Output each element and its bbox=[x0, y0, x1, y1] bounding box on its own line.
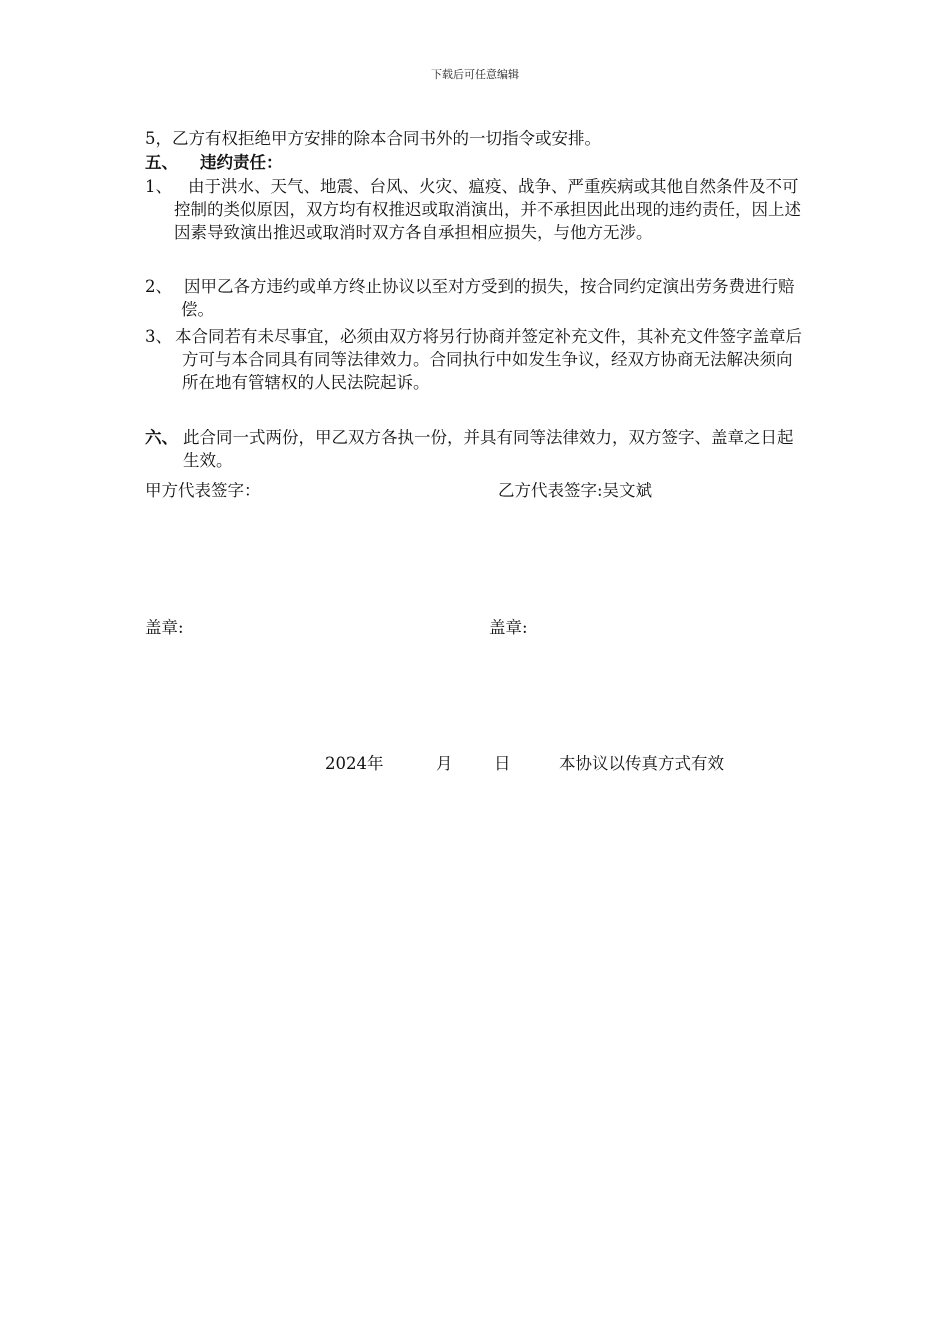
party-b-signature-label: 乙方代表签字:吴文斌 bbox=[498, 481, 653, 500]
item-2-number: 2、 bbox=[145, 277, 172, 296]
date-day: 日 bbox=[494, 754, 511, 773]
item-1-number: 1、 bbox=[145, 177, 172, 196]
date-line bbox=[0, 750, 950, 776]
list-item bbox=[145, 325, 807, 394]
date-year: 2024年 bbox=[325, 754, 384, 773]
party-a-signature-label: 甲方代表签字： bbox=[145, 481, 261, 500]
party-a-seal-label: 盖章: bbox=[145, 618, 184, 637]
item-2-text: 因甲乙各方违约或单方终止协议以至对方受到的损失，按合同约定演出劳务费进行赔偿。 bbox=[181, 277, 795, 319]
section-5-heading bbox=[145, 151, 283, 174]
clause-5-item-5: 5，乙方有权拒绝甲方安排的除本合同书外的一切指令或安排。 bbox=[145, 129, 601, 148]
section-6-text: 此合同一式两份，甲乙双方各执一份，并具有同等法律效力，双方签字、盖章之日起生效。 bbox=[183, 428, 794, 470]
party-b-seal-label: 盖章: bbox=[489, 618, 528, 637]
section-5-number: 五、 bbox=[145, 153, 178, 172]
date-month: 月 bbox=[436, 754, 453, 773]
item-1-text: 由于洪水、天气、地震、台风、火灾、瘟疫、战争、严重疾病或其他自然条件及不可控制的类似原因，双方均有权推迟或取消演出，并不承担因此出现的违约责任，因上述因素导致演出推迟或取消时双方各自承担相应损失，与他方无涉。 bbox=[174, 177, 801, 242]
section-5-title: 违约责任： bbox=[200, 153, 283, 172]
item-3-text: 本合同若有未尽事宜，必须由双方将另行协商并签定补充文件，其补充文件签字盖章后方可与本合同具有同等法律效力。合同执行中如发生争议，经双方协商无法解决须向所在地有管辖权的人民法院起诉。 bbox=[175, 327, 802, 392]
section-6-number: 六、 bbox=[145, 428, 178, 447]
section-6 bbox=[145, 426, 807, 472]
fax-validity-note: 本协议以传真方式有效 bbox=[559, 754, 724, 773]
page-header-note: 下载后可任意编辑 bbox=[431, 68, 519, 81]
list-item bbox=[145, 275, 807, 321]
item-3-number: 3、 bbox=[145, 327, 172, 346]
list-item bbox=[145, 175, 807, 244]
